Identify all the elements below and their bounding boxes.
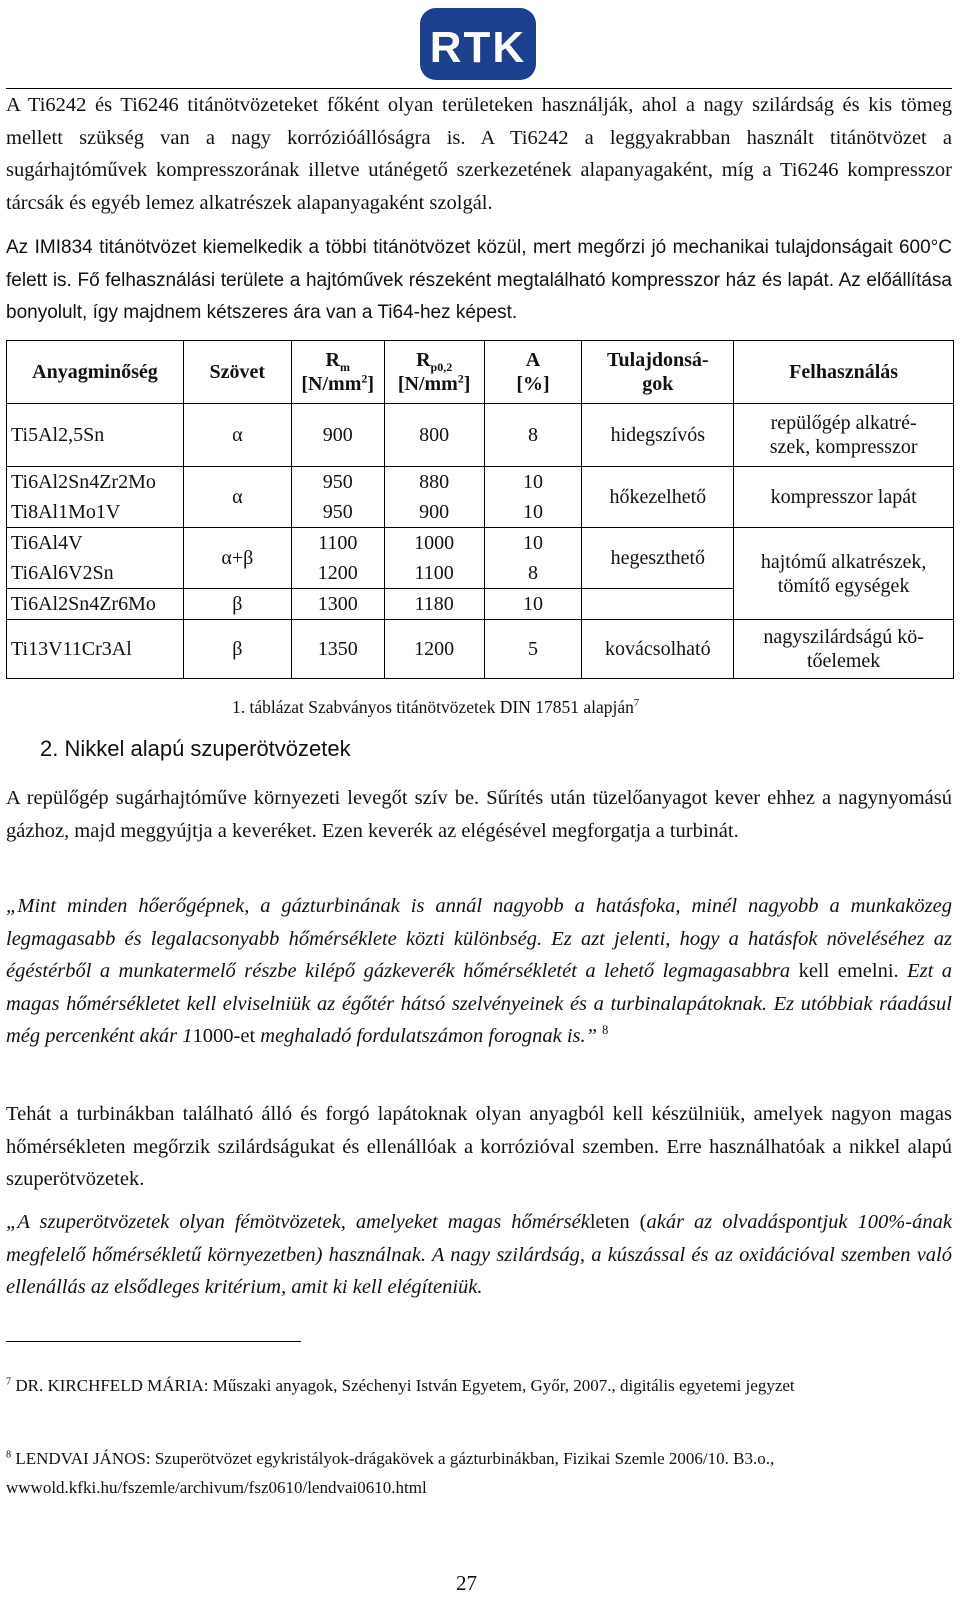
footnote-7: $^7$ DR. KIRCHFELD MÁRIA: Műszaki anyagok, Széchenyi István Egyetem, Győr, 2007., digitális egyetemi jegyzet [6,1376,795,1395]
table-row [7,528,954,559]
cell-elongation: 10 [484,528,582,559]
cell-rm: 950 [291,497,384,528]
table-row [7,620,954,679]
cell-rm: 1350 [291,620,384,679]
table-header-row [7,341,954,404]
cell-structure: β [183,620,291,679]
footnote-rule [6,1341,301,1342]
cell-rp: 880 [384,467,484,498]
cell-rm: 1300 [291,589,384,620]
intro-paragraph-2: Az IMI834 titánötvözet kiemelkedik a többi titánötvözet közül, mert megőrzi jó mechanikai tulajdonságait 600°C felett is. Fő felhasználási területe a hajtóművek részeként megtalálható kompresszor ház és lapát. Az előállítása bonyolult, így majdnem kétszeres ára van a Ti64-hez képest. [6,237,952,323]
cell-structure: α+β [183,528,291,589]
cell-grade: Ti6Al2Sn4Zr2Mo [7,467,184,498]
cell-structure: β [183,589,291,620]
header-elongation: A [%] [484,341,582,404]
cell-grade: Ti6Al6V2Sn [7,558,184,589]
cell-grade: Ti13V11Cr3Al [7,620,184,679]
header-rp: $R_{p0,2}$ $[N/mm^2]$ [384,341,484,404]
cell-grade: Ti5Al2,5Sn [7,404,184,467]
cell-properties [582,589,734,620]
cell-rm: 950 [291,467,384,498]
intro-paragraph-1: A Ti6242 és Ti6246 titánötvözeteket főként olyan területeken használják, ahol a nagy szilárdság és kis tömeg mellett szükség van a nagy korrózióállóságra is. A Ti6242 a leggyakrabban használt titánötvözet a sugárhajtóművek kompresszorának illetve utánégető szerkezetének alapanyagaként, míg a Ti6246 kompresszor tárcsák és egyéb lemez alkatrészek alapanyagaként szolgál. [6,94,952,214]
header-properties: Tulajdonsá- gok [582,341,734,404]
cell-elongation: 5 [484,620,582,679]
table-caption: 1. táblázat Szabványos titánötvözetek DIN 17851 alapján$^7$ [232,697,640,717]
cell-grade: Ti8Al1Mo1V [7,497,184,528]
page-number: 27 [456,1571,477,1595]
titanium-alloys-table [6,340,954,679]
cell-properties: hidegszívós [582,404,734,467]
cell-properties: hegeszthető [582,528,734,589]
cell-use: nagyszilárdságú kö- tőelemek [734,620,954,679]
cell-rm: 1200 [291,558,384,589]
header-grade: Anyagminőség [7,341,184,404]
quote-paragraph-1: „Mint minden hőerőgépnek, a gázturbinának is annál nagyobb a hatásfoka, minél nagyobb a munkaközeg legmagasabb és legalacsonyabb hőmérséklete közti különbség. Ez azt jelenti, hogy a hatásfok növeléséhez az égéstérből a munkatermelő részbe kilépő gázkeverék hőmérsékletét a lehető legmagasabbra kell emelni. Ezt a magas hőmérsékletet kell elviselniük az égőtér hátsó szelvényeinek és a turbinalapátoknak. Ez utóbbiak ráadásul még percenként akár 11000-et meghaladó fordulatszámon forognak is.” $^8$ [6,895,952,1047]
header-structure: Szövet [183,341,291,404]
cell-elongation: 10 [484,467,582,498]
cell-rp: 900 [384,497,484,528]
footnote-8: $^8$ LENDVAI JÁNOS: Szuperötvözet egykristályok-drágakövek a gázturbinákban, Fizikai Szemle 2006/10. B3.o., wwwold.kfki.hu/fszemle/archivum/fsz0610/lendvai0610.html [6,1449,775,1497]
quote-paragraph-2: „A szuperötvözetek olyan fémötvözetek, amelyeket magas hőmérsékleten (akár az olvadáspontjuk 100%-ának megfelelő hőmérsékletű környezetben) használnak. A nagy szilárdság, a kúszással és az oxidációval szemben való ellenállás az elsődleges kritérium, amit ki kell elégíteniük. [6,1211,952,1298]
cell-properties: hőkezelhető [582,467,734,528]
cell-elongation: 10 [484,497,582,528]
table-row [7,467,954,498]
rtk-logo-text: RTK [429,23,527,72]
cell-rp: 1180 [384,589,484,620]
cell-rp: 800 [384,404,484,467]
body-paragraph-2: Tehát a turbinákban található álló és forgó lapátoknak olyan anyagból kell készülniük, amelyek nagyon magas hőmérsékleten megőrzik szilárdságukat és ellenállóak a korrózióval szemben. Erre használhatóak a nikkel alapú szuperötvözetek. [6,1103,952,1190]
cell-grade: Ti6Al2Sn4Zr6Mo [7,589,184,620]
cell-elongation: 8 [484,404,582,467]
cell-rp: 1100 [384,558,484,589]
cell-use: kompresszor lapát [734,467,954,528]
cell-structure: α [183,404,291,467]
header-rm: $R_m$ $[N/mm^2]$ [291,341,384,404]
rtk-logo [418,6,538,82]
cell-rp: 1000 [384,528,484,559]
table-row [7,404,954,467]
section-heading: 2. Nikkel alapú szuperötvözetek [40,736,351,761]
cell-structure: α [183,467,291,528]
cell-properties: kovácsolható [582,620,734,679]
cell-elongation: 10 [484,589,582,620]
body-paragraph-1: A repülőgép sugárhajtóműve környezeti levegőt szív be. Sűrítés után tüzelőanyagot kever ehhez a nagynyomású gázhoz, majd meggyújtja a keveréket. Ezen keverék az elégésével megforgatja a turbinát. [6,787,952,842]
cell-rp: 1200 [384,620,484,679]
cell-use: hajtómű alkatrészek, tömítő egységek [734,528,954,620]
cell-use: repülőgép alkatré- szek, kompresszor [734,404,954,467]
header-use: Felhasználás [734,341,954,404]
cell-rm: 900 [291,404,384,467]
cell-rm: 1100 [291,528,384,559]
cell-grade: Ti6Al4V [7,528,184,559]
cell-elongation: 8 [484,558,582,589]
